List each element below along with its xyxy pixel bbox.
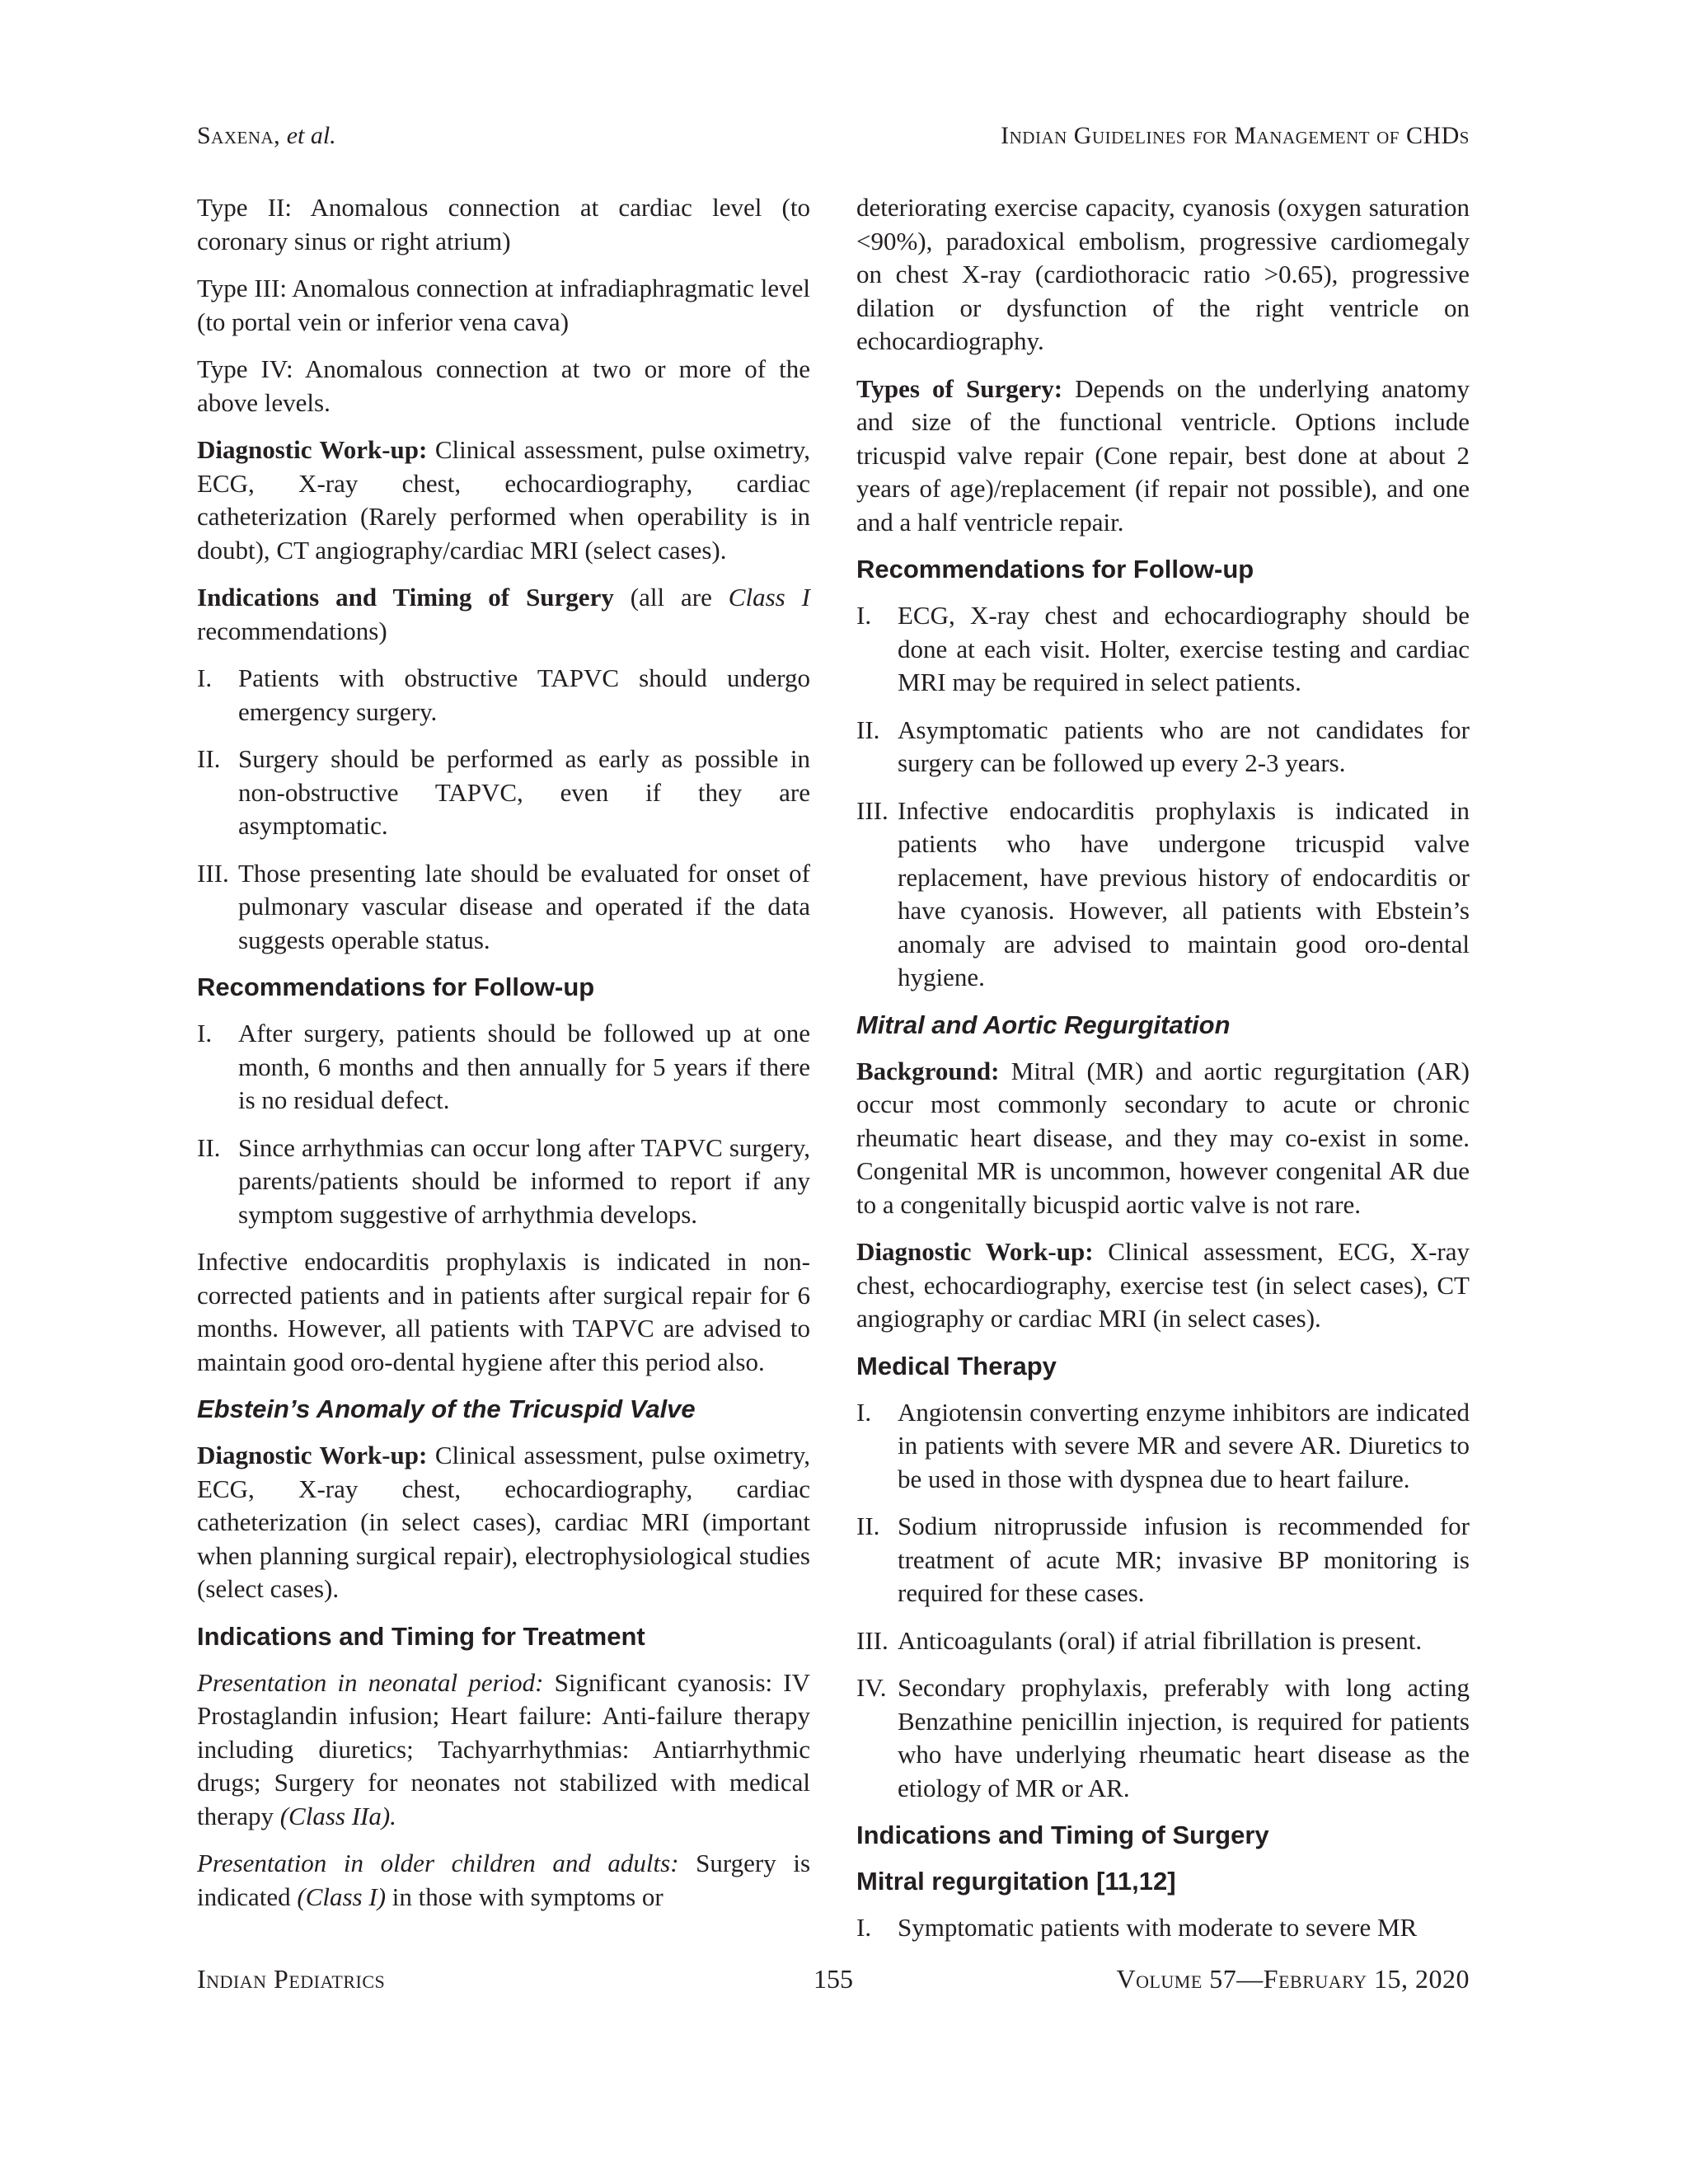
list-item: I. Patients with obstructive TAPVC should undergo emergency surgery. [197,663,810,726]
list-item: I. Symptomatic patients with moderate to severe MR [856,1913,1418,1942]
follow-up-heading: Recommendations for Follow-up [197,972,595,1001]
footer-journal: Indian Pediatrics [197,1964,386,1994]
list-item: III. Anticoagulants (oral) if atrial fibrillation is present. [856,1625,1423,1655]
page-footer [197,1964,1470,2000]
medical-therapy-list [856,1396,1470,1806]
ebstein-heading: Ebstein’s Anomaly of the Tricuspid Valve [197,1394,696,1423]
running-head-title: Indian Guidelines for Management of CHDs [1001,122,1470,149]
list-item: II. Since arrhythmias can occur long after TAPVC surgery, parents/patients should be informed to report if any symptom suggestive of arrhythmia develops. [197,1132,810,1229]
footer-volume: Volume 57—February 15, 2020 [1116,1964,1470,1994]
left-column [197,191,810,1928]
list-item: I. After surgery, patients should be followed up at one month, 6 months and then annually for 5 years if there is no residual defect. [197,1019,810,1114]
page-number: 155 [814,1964,853,1994]
types-of-surgery-paragraph: Types of Surgery: Depends on the underlying anatomy and size of the functional ventricle. Options include tricuspid valve repair (Cone repair, best done at about 2 years of age)/replacement (if repair not possible), and one and a half ventricle repair. [856,373,1470,537]
running-head-author: Saxena, et al. [197,122,336,149]
follow-up-list [197,1017,810,1231]
running-head [197,122,1470,158]
list-item: I. Angiotensin converting enzyme inhibitors are indicated in patients with severe MR and severe AR. Diuretics to be used in those with dyspnea due to heart failure. [856,1397,1470,1493]
diagnostic-workup-paragraph: Diagnostic Work-up: Clinical assessment, ECG, X-ray chest, echocardiography, exercise test (in select cases), CT angiography or cardiac MRI (in select cases). [856,1237,1470,1333]
mitral-regurgitation-list [856,1911,1470,1945]
indications-paragraph: Indications and Timing of Surgery (all are Class I recommendations) [197,583,810,645]
type-ii-paragraph: Type II: Anomalous connection at cardiac level (to coronary sinus or right atrium) [197,193,810,255]
list-item: II. Asymptomatic patients who are not candidates for surgery can be followed up every 2-3 years. [856,715,1470,777]
list-item: III. Those presenting late should be evaluated for onset of pulmonary vascular disease and operated if the data suggests operable status. [197,858,810,954]
older-paragraph: Presentation in older children and adults: Surgery is indicated (Class I) in those with symptoms or [197,1849,811,1911]
right-column [856,191,1470,1959]
list-item: IV. Secondary prophylaxis, preferably with long acting Benzathine penicillin injection, is required for patients who have underlying rheumatic heart disease as the etiology of MR or AR. [856,1673,1470,1802]
list-item: II. Sodium nitroprusside infusion is recommended for treatment of acute MR; invasive BP monitoring is required for these cases. [856,1511,1470,1607]
list-item: II. Surgery should be performed as early as possible in non-obstructive TAPVC, even if they are asymptomatic. [197,744,810,840]
neonatal-paragraph: Presentation in neonatal period: Significant cyanosis: IV Prostaglandin infusion; Heart failure: Anti-failure therapy including diuretics; Tachyarrhythmias: Antiarrhythmic drugs; Surgery for neonates not stabilized with medical therapy (Class IIa). [197,1667,810,1830]
medical-therapy-heading: Medical Therapy [856,1351,1057,1380]
indications-list [197,662,810,957]
surgery-heading: Indications and Timing of Surgery [856,1821,1269,1849]
type-iii-paragraph: Type III: Anomalous connection at infradiaphragmatic level (to portal vein or inferior vena cava) [197,274,810,336]
type-iv-paragraph: Type IV: Anomalous connection at two or more of the above levels. [197,354,810,417]
treatment-heading: Indications and Timing for Treatment [197,1621,645,1651]
mitral-regurgitation-heading: Mitral regurgitation [11,12] [856,1867,1176,1896]
follow-up-heading: Recommendations for Follow-up [856,555,1254,583]
mitral-aortic-heading: Mitral and Aortic Regurgitation [856,1010,1231,1039]
diagnostic-workup-paragraph: Diagnostic Work-up: Clinical assessment, pulse oximetry, ECG, X-ray chest, echocardiography, cardiac catheterization (Rarely performed when operability is in doubt), CT angiography/cardiac MRI (select cases). [197,435,811,565]
continuation-paragraph: deteriorating exercise capacity, cyanosis (oxygen saturation <90%), paradoxical embolism, progressive cardiomegaly on chest X-ray (cardiothoracic ratio >0.65), progressive dilation or dysfunction of the right ventricle on echocardiography. [856,193,1470,355]
ebstein-diagnostic-paragraph: Diagnostic Work-up: Clinical assessment, pulse oximetry, ECG, X-ray chest, echocardiography, cardiac catheterization (in select cases), cardiac MRI (important when planning surgical repair), electrophysiological studies (select cases). [197,1441,811,1603]
background-paragraph: Background: Mitral (MR) and aortic regurgitation (AR) occur most commonly secondary to acute or chronic rheumatic heart disease, and they may co-exist in some. Congenital MR is uncommon, however congenital AR due to a congenitally bicuspid aortic valve is not rare. [856,1056,1470,1219]
list-item: I. ECG, X-ray chest and echocardiography should be done at each visit. Holter, exercise testing and cardiac MRI may be required in select patients. [856,601,1470,696]
list-item: III. Infective endocarditis prophylaxis is indicated in patients who have undergone tricuspid valve replacement, have previous history of endocarditis or have cyanosis. However, all patients with Ebstein’s anomaly are advised to maintain good oro-dental hygiene. [856,795,1470,991]
endocarditis-paragraph: Infective endocarditis prophylaxis is indicated in non-corrected patients and in patients after surgical repair for 6 months. However, all patients with TAPVC are advised to maintain good oro-dental hygiene after this period also. [197,1247,810,1376]
follow-up-list [856,599,1470,995]
